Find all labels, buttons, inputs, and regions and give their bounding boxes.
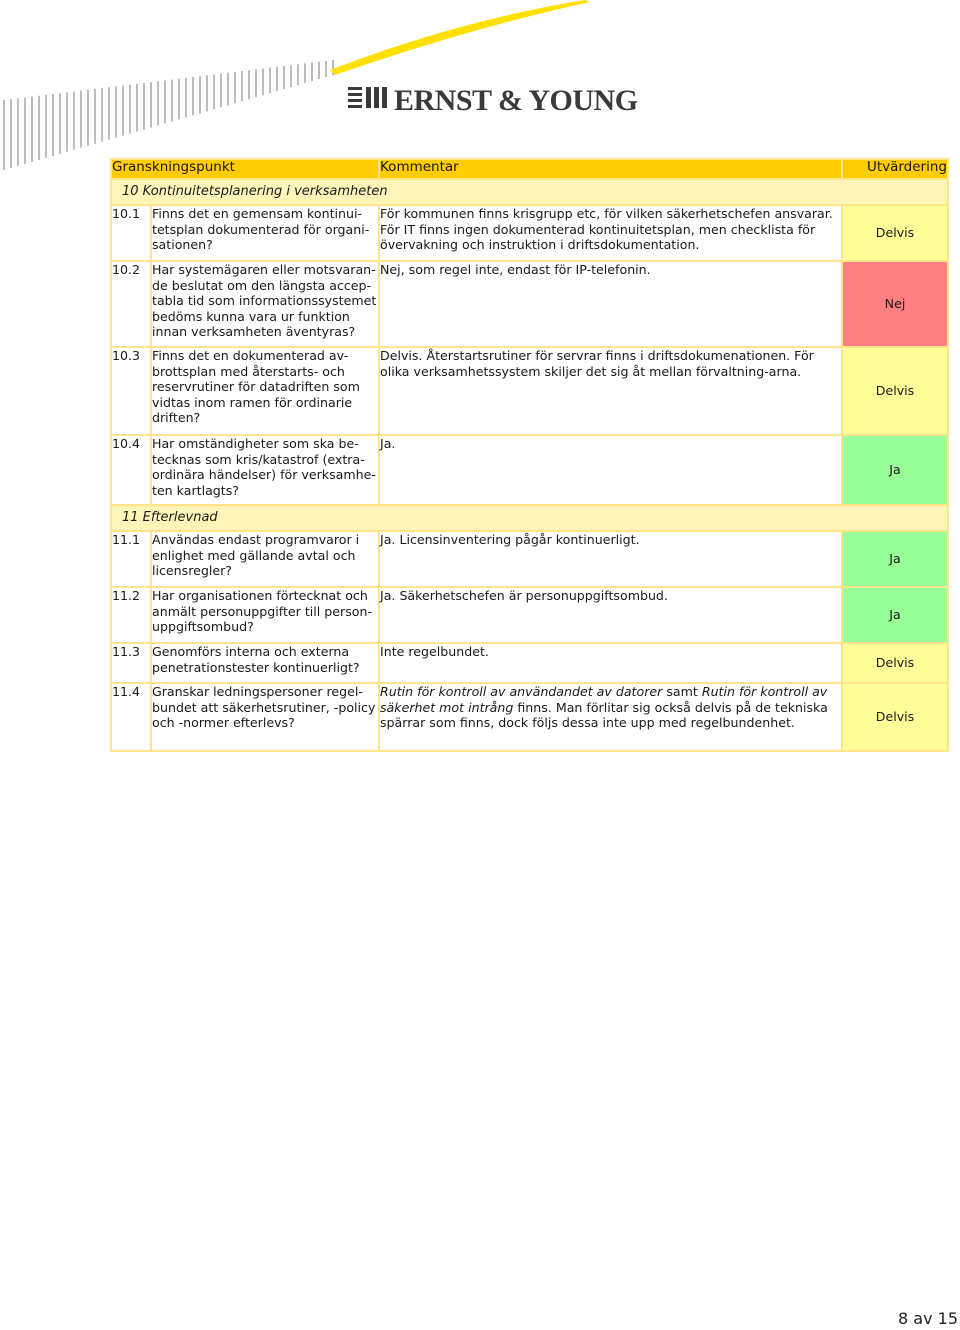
item-number: 11.1 — [111, 531, 151, 587]
rating-badge: Ja — [842, 531, 948, 587]
rating-badge: Delvis — [842, 643, 948, 683]
table-row — [111, 587, 948, 643]
table-row — [111, 261, 948, 347]
item-number: 10.3 — [111, 347, 151, 435]
table-row — [111, 531, 948, 587]
item-question: Har omständigheter som ska be-tecknas som kris/katastrof (extra-ordinära händelser) för verksamhe-ten kartlagts? — [151, 435, 379, 505]
col-header-item: Granskningspunkt — [111, 159, 379, 179]
item-question: Har systemägaren eller motsvaran-de beslutat om den längsta accep-tabla tid som informationssystemet bedöms kunna vara ur funktion innan verksamheten äventyras? — [151, 261, 379, 347]
ey-logo-icon — [348, 85, 388, 111]
item-comment: Ja. — [379, 435, 842, 505]
item-comment: Nej, som regel inte, endast för IP-telefonin. — [379, 261, 842, 347]
rating-badge: Nej — [842, 261, 948, 347]
item-number: 11.4 — [111, 683, 151, 751]
item-question: Finns det en dokumenterad av-brottsplan med återstarts- och reservrutiner för datadriften som vidtas inom ramen för ordinarie driften? — [151, 347, 379, 435]
comment-italic-ref: Rutin för kontroll av användandet av datorer — [380, 684, 663, 699]
section-row — [111, 505, 948, 531]
table-row — [111, 347, 948, 435]
col-header-rating: Utvärdering — [842, 159, 948, 179]
item-comment: Delvis. Återstartsrutiner för servrar finns i driftsdokumenationen. För olika verksamhetssystem skiljer det sig åt mellan förvaltning-arna. — [379, 347, 842, 435]
item-comment: Ja. Säkerhetschefen är personuppgiftsombud. — [379, 587, 842, 643]
page-number: 8 av 15 — [898, 1309, 958, 1328]
comment-text: samt — [662, 684, 702, 699]
audit-table — [110, 158, 949, 752]
rating-badge: Ja — [842, 587, 948, 643]
item-question: Användas endast programvaror i enlighet med gällande avtal och licensregler? — [151, 531, 379, 587]
section-title: 11 Efterlevnad — [111, 505, 948, 531]
item-number: 11.3 — [111, 643, 151, 683]
item-question: Har organisationen förtecknat och anmält personuppgifter till person-uppgiftsombud? — [151, 587, 379, 643]
item-number: 10.2 — [111, 261, 151, 347]
rating-badge: Delvis — [842, 347, 948, 435]
table-row — [111, 435, 948, 505]
item-question: Genomförs interna och externa penetrationstester kontinuerligt? — [151, 643, 379, 683]
item-question: Finns det en gemensam kontinui-tetsplan dokumenterad för organi-sationen? — [151, 205, 379, 261]
rating-badge: Delvis — [842, 683, 948, 751]
company-logo-text: ERNST & YOUNG — [394, 84, 638, 117]
item-comment: Inte regelbundet. — [379, 643, 842, 683]
rating-badge: Delvis — [842, 205, 948, 261]
comment-italic-ref: Rutin för kontroll av säkerhet mot intrång — [380, 684, 828, 715]
table-row — [111, 643, 948, 683]
section-title: 10 Kontinuitetsplanering i verksamheten — [111, 179, 948, 205]
rating-badge: Ja — [842, 435, 948, 505]
item-comment: För kommunen finns krisgrupp etc, för vilken säkerhetschefen ansvarar. För IT finns ingen dokumenterad kontinuitetsplan, men checklista för övervakning och instruktion i driftsdokumentation. — [379, 205, 842, 261]
item-question: Granskar ledningspersoner regel-bundet att säkerhetsrutiner, -policy och -normer efterlevs? — [151, 683, 379, 751]
table-row — [111, 205, 948, 261]
item-comment — [379, 683, 842, 751]
item-number: 11.2 — [111, 587, 151, 643]
item-number: 10.1 — [111, 205, 151, 261]
item-number: 10.4 — [111, 435, 151, 505]
table-header-row — [111, 159, 948, 179]
section-row — [111, 179, 948, 205]
comment-text: finns. Man förlitar sig också delvis på de tekniska spärrar som finns, dock följs dessa inte upp med regelbundenhet. — [380, 699, 828, 731]
col-header-comment: Kommentar — [379, 159, 842, 179]
item-comment: Ja. Licensinventering pågår kontinuerligt. — [379, 531, 842, 587]
table-row — [111, 683, 948, 751]
